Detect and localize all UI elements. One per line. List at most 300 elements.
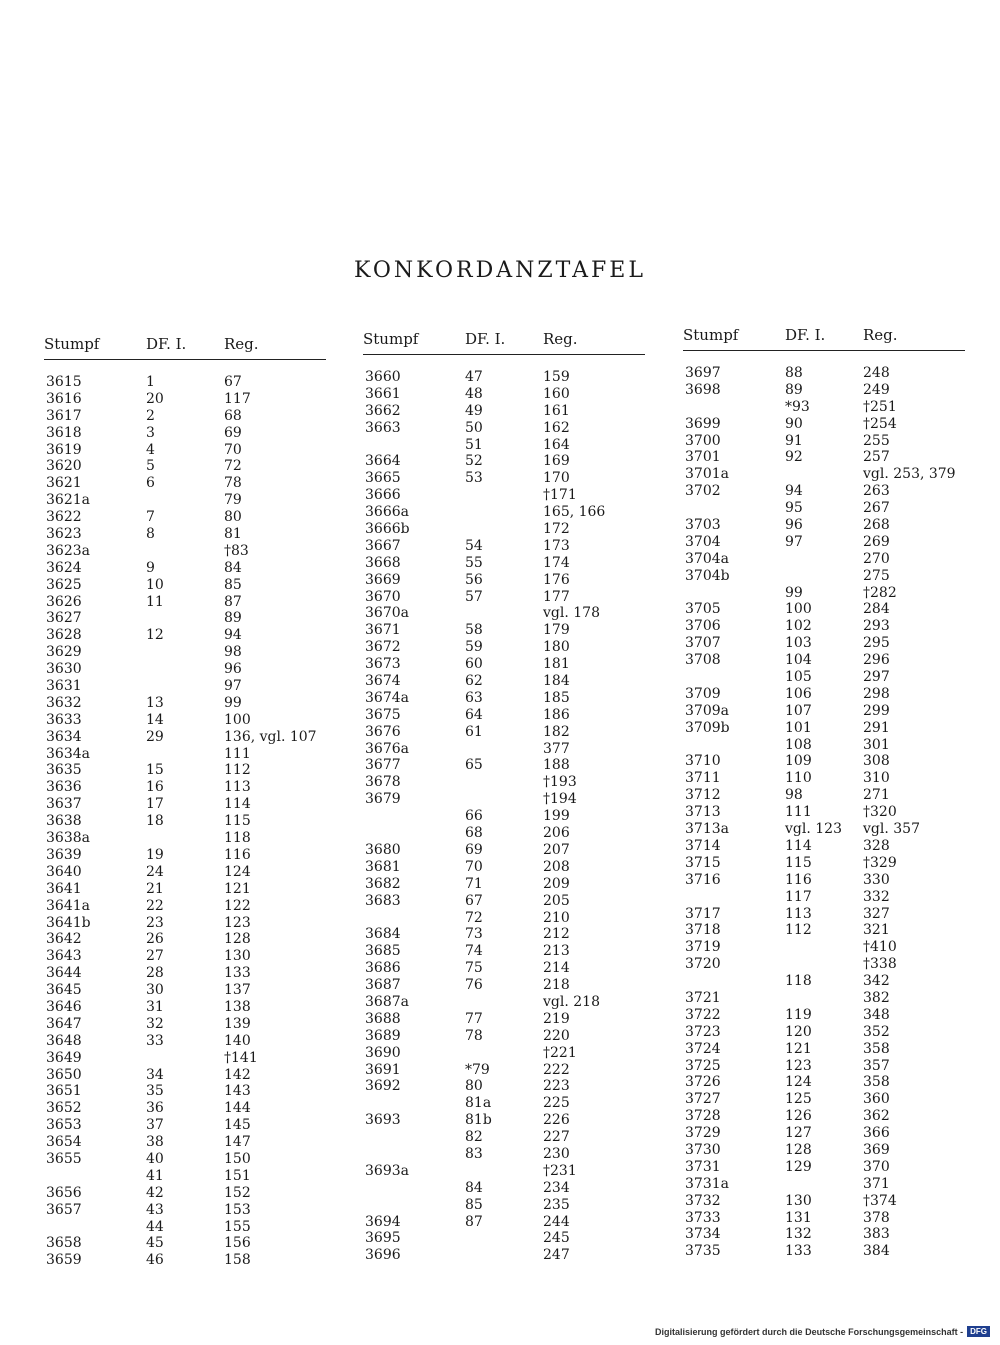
cell-stumpf: 3709a [685,702,729,719]
cell-reg: 96 [224,661,242,678]
cell-df: 107 [785,702,812,719]
cell-stumpf: 3646 [46,998,82,1015]
table-row [683,1091,973,1108]
table-row [683,1041,973,1058]
table-row [363,960,653,977]
table-row [363,572,653,589]
table-row [683,838,973,855]
cell-reg: 139 [224,1015,251,1032]
cell-stumpf: 3699 [685,415,721,432]
cell-stumpf: 3650 [46,1066,82,1083]
cell-reg: 100 [224,711,251,728]
table-row [683,973,973,990]
cell-reg: 130 [224,948,251,965]
table-row [44,982,334,999]
table-row [363,741,653,758]
cell-reg: 68 [224,407,242,424]
cell-stumpf: 3687 [365,977,401,994]
cell-reg: 257 [863,449,890,466]
table-row [44,931,334,948]
cell-df: 47 [465,369,483,385]
cell-stumpf: 3644 [46,965,82,982]
table-row [683,787,973,804]
cell-reg: 296 [863,652,890,669]
cell-df: 59 [465,639,483,656]
cell-df: 1 [146,374,155,390]
cell-df: 65 [465,757,483,774]
cell-stumpf: 3691 [365,1061,401,1078]
header-reg: Reg. [224,335,259,353]
cell-df: 33 [146,1032,164,1049]
cell-reg: 249 [863,381,890,398]
header-df: DF. I. [146,335,187,353]
cell-stumpf: 3634 [46,728,82,745]
footer [655,1326,990,1337]
cell-reg: 301 [863,736,890,753]
table-row [683,416,973,433]
concordance-rows [363,369,653,1264]
cell-df: 4 [146,441,155,458]
table-row [683,821,973,838]
cell-reg: 268 [863,517,890,534]
cell-reg: 112 [224,762,251,779]
table-row [44,813,334,830]
page-title: KONKORDANZTAFEL [354,258,646,283]
table-row [683,1058,973,1075]
table-row [44,1219,334,1236]
table-row [683,382,973,399]
cell-reg: 113 [224,779,251,796]
cell-stumpf: 3623a [46,542,90,559]
cell-reg: 142 [224,1066,251,1083]
cell-reg: 263 [863,483,890,500]
cell-df: 120 [785,1023,812,1040]
table-row [683,1176,973,1193]
cell-stumpf: 3616 [46,390,82,407]
table-row [363,605,653,622]
table-row [363,622,653,639]
table-row [683,585,973,602]
table-row [363,1078,653,1095]
cell-reg: 270 [863,550,890,567]
cell-stumpf: 3733 [685,1209,721,1226]
cell-df: 49 [465,402,483,419]
cell-reg: 358 [863,1074,890,1091]
header-rule [363,354,645,355]
cell-df: 35 [146,1083,164,1100]
cell-df: 97 [785,533,803,550]
cell-df: 74 [465,943,483,960]
table-row [683,500,973,517]
cell-df: 9 [146,559,155,576]
cell-reg: 160 [543,385,570,402]
cell-reg: 121 [224,880,251,897]
cell-df: 26 [146,931,164,948]
cell-reg: 162 [543,419,570,436]
cell-reg: 143 [224,1083,251,1100]
cell-df: 57 [465,588,483,605]
cell-reg: 275 [863,567,890,584]
cell-reg: 174 [543,554,570,571]
cell-stumpf: 3628 [46,627,82,644]
cell-stumpf: 3727 [685,1091,721,1108]
cell-reg: 137 [224,982,251,999]
cell-df: 132 [785,1226,812,1243]
cell-df: 68 [465,825,483,842]
cell-stumpf: 3637 [46,796,82,813]
table-row [683,1243,973,1260]
cell-stumpf: 3697 [685,365,721,381]
cell-reg: 128 [224,931,251,948]
table-row [44,898,334,915]
cell-stumpf: 3627 [46,610,82,627]
cell-stumpf: 3620 [46,458,82,475]
cell-stumpf: 3625 [46,576,82,593]
cell-df: 104 [785,652,812,669]
cell-df: 76 [465,977,483,994]
cell-reg: 99 [224,694,242,711]
cell-reg: 299 [863,702,890,719]
cell-df: 115 [785,854,812,871]
cell-stumpf: 3675 [365,706,401,723]
table-row [44,627,334,644]
table-row [363,1129,653,1146]
concordance-column-2 [363,328,653,1264]
cell-stumpf: 3670 [365,588,401,605]
cell-reg: 186 [543,706,570,723]
cell-stumpf: 3724 [685,1040,721,1057]
cell-df: 50 [465,419,483,436]
cell-df: 22 [146,897,164,914]
cell-reg: 362 [863,1108,890,1125]
cell-df: 45 [146,1235,164,1252]
cell-reg: 122 [224,897,251,914]
table-row [363,1247,653,1264]
cell-df: 24 [146,863,164,880]
cell-reg: 147 [224,1134,251,1151]
cell-stumpf: 3735 [685,1243,721,1260]
table-row [363,1045,653,1062]
cell-stumpf: 3715 [685,854,721,871]
dfg-logo: DFG [967,1326,990,1337]
cell-stumpf: 3661 [365,385,401,402]
concordance-rows [683,365,973,1260]
cell-df: 111 [785,804,812,821]
cell-stumpf: 3684 [365,926,401,943]
cell-reg: 144 [224,1100,251,1117]
table-row [363,977,653,994]
table-row [44,644,334,661]
cell-reg: 87 [224,593,242,610]
cell-df: 12 [146,627,164,644]
cell-reg: †193 [543,774,577,791]
table-row [683,551,973,568]
cell-df: 16 [146,779,164,796]
cell-reg: 115 [224,813,251,830]
table-row [44,1235,334,1252]
cell-df: 70 [465,858,483,875]
cell-stumpf: 3671 [365,622,401,639]
cell-df: 99 [785,584,803,601]
table-row [363,504,653,521]
cell-reg: 117 [224,390,251,407]
table-row [44,425,334,442]
cell-df: 10 [146,576,164,593]
table-row [44,492,334,509]
concordance-column-1 [44,333,334,1269]
cell-reg: 234 [543,1179,570,1196]
cell-stumpf: 3626 [46,593,82,610]
table-row [683,720,973,737]
cell-reg: 118 [224,830,251,847]
table-row [683,635,973,652]
cell-df: 129 [785,1158,812,1175]
cell-reg: 138 [224,998,251,1015]
cell-stumpf: 3679 [365,791,401,808]
table-row [363,487,653,504]
table-row [683,601,973,618]
table-row [683,1024,973,1041]
table-row [44,509,334,526]
cell-reg: 67 [224,374,242,390]
header-df: DF. I. [465,330,506,348]
cell-reg: 218 [543,977,570,994]
cell-stumpf: 3730 [685,1141,721,1158]
cell-stumpf: 3682 [365,875,401,892]
cell-df: 113 [785,905,812,922]
header-stumpf: Stumpf [683,326,739,344]
cell-stumpf: 3687a [365,993,409,1010]
cell-stumpf: 3700 [685,432,721,449]
cell-stumpf: 3686 [365,960,401,977]
cell-stumpf: 3732 [685,1192,721,1209]
cell-stumpf: 3641a [46,897,90,914]
cell-reg: 357 [863,1057,890,1074]
cell-stumpf: 3633 [46,711,82,728]
cell-stumpf: 3731a [685,1175,729,1192]
cell-df: 94 [785,483,803,500]
table-row [683,568,973,585]
cell-df: 91 [785,432,803,449]
cell-df: 90 [785,415,803,432]
cell-stumpf: 3718 [685,922,721,939]
cell-df: 121 [785,1040,812,1057]
cell-stumpf: 3731 [685,1158,721,1175]
cell-reg: 98 [224,644,242,661]
cell-reg: 84 [224,559,242,576]
table-row [683,449,973,466]
cell-reg: 111 [224,745,251,762]
table-row [363,1062,653,1079]
cell-stumpf: 3643 [46,948,82,965]
cell-stumpf: 3705 [685,601,721,618]
cell-df: 114 [785,837,812,854]
cell-reg: 81 [224,526,242,543]
cell-stumpf: 3722 [685,1006,721,1023]
cell-df: 43 [146,1201,164,1218]
cell-df: 75 [465,960,483,977]
cell-reg: 370 [863,1158,890,1175]
table-row [363,453,653,470]
table-row [683,703,973,720]
cell-stumpf: 3704 [685,533,721,550]
table-row [683,1007,973,1024]
cell-stumpf: 3659 [46,1252,82,1269]
cell-reg: 321 [863,922,890,939]
cell-df: 95 [785,500,803,517]
cell-stumpf: 3667 [365,537,401,554]
cell-df: 2 [146,407,155,424]
table-row [683,770,973,787]
cell-reg: 123 [224,914,251,931]
cell-reg: 230 [543,1145,570,1162]
table-row [44,610,334,627]
cell-df: 54 [465,537,483,554]
cell-reg: 78 [224,475,242,492]
cell-stumpf: 3695 [365,1230,401,1247]
table-row [683,990,973,1007]
cell-df: 11 [146,593,164,610]
cell-df: 67 [465,892,483,909]
cell-df: 20 [146,390,164,407]
cell-reg: 156 [224,1235,251,1252]
table-row [44,1100,334,1117]
cell-stumpf: 3689 [365,1027,401,1044]
table-row [683,652,973,669]
cell-reg: 284 [863,601,890,618]
cell-df: 28 [146,965,164,982]
cell-df: 62 [465,673,483,690]
cell-stumpf: 3728 [685,1108,721,1125]
table-row [44,661,334,678]
table-row [683,1226,973,1243]
table-row [363,791,653,808]
cell-reg: 152 [224,1184,251,1201]
table-row [683,922,973,939]
cell-reg: †374 [863,1192,897,1209]
cell-reg: 208 [543,858,570,875]
table-row [44,779,334,796]
cell-reg: 72 [224,458,242,475]
cell-stumpf: 3621a [46,492,90,509]
cell-df: 106 [785,685,812,702]
table-row [44,442,334,459]
cell-df: 53 [465,470,483,487]
cell-df: 118 [785,973,812,990]
cell-df: 103 [785,635,812,652]
table-row [363,859,653,876]
cell-df: 105 [785,669,812,686]
cell-df: 69 [465,841,483,858]
cell-stumpf: 3634a [46,745,90,762]
cell-reg: 378 [863,1209,890,1226]
table-row [44,1050,334,1067]
cell-stumpf: 3632 [46,694,82,711]
cell-reg: 358 [863,1040,890,1057]
cell-reg: 133 [224,965,251,982]
cell-reg: 150 [224,1150,251,1167]
cell-stumpf: 3668 [365,554,401,571]
cell-stumpf: 3617 [46,407,82,424]
cell-reg: vgl. 218 [543,993,600,1010]
cell-reg: 79 [224,492,242,509]
cell-reg: 291 [863,719,890,736]
cell-df: 32 [146,1015,164,1032]
cell-reg: †320 [863,804,897,821]
cell-df: 125 [785,1091,812,1108]
cell-stumpf: 3665 [365,470,401,487]
cell-df: 13 [146,694,164,711]
cell-stumpf: 3619 [46,441,82,458]
cell-stumpf: 3660 [365,369,401,385]
table-row [44,762,334,779]
cell-stumpf: 3623 [46,526,82,543]
cell-stumpf: 3638 [46,813,82,830]
cell-reg: 225 [543,1095,570,1112]
cell-df: 21 [146,880,164,897]
cell-reg: 205 [543,892,570,909]
cell-reg: 369 [863,1141,890,1158]
cell-stumpf: 3681 [365,858,401,875]
cell-df: 80 [465,1078,483,1095]
header-rule [44,359,326,360]
cell-df: 56 [465,571,483,588]
cell-stumpf: 3615 [46,374,82,390]
table-row [44,881,334,898]
cell-stumpf: 3663 [365,419,401,436]
cell-stumpf: 3726 [685,1074,721,1091]
cell-stumpf: 3721 [685,989,721,1006]
cell-stumpf: 3664 [365,453,401,470]
table-row [363,1112,653,1129]
table-row [363,1163,653,1180]
table-row [44,1117,334,1134]
cell-stumpf: 3622 [46,509,82,526]
cell-df: 130 [785,1192,812,1209]
table-row [683,906,973,923]
cell-stumpf: 3712 [685,787,721,804]
table-row [44,594,334,611]
table-row [44,729,334,746]
cell-stumpf: 3657 [46,1201,82,1218]
cell-stumpf: 3723 [685,1023,721,1040]
cell-df: 63 [465,689,483,706]
header-reg: Reg. [543,330,578,348]
cell-reg: 366 [863,1125,890,1142]
cell-reg: 244 [543,1213,570,1230]
cell-stumpf: 3690 [365,1044,401,1061]
table-row [683,433,973,450]
cell-reg: vgl. 178 [543,605,600,622]
cell-stumpf: 3688 [365,1010,401,1027]
table-row [44,695,334,712]
cell-stumpf: 3693a [365,1162,409,1179]
table-row [363,876,653,893]
cell-reg: †83 [224,542,249,559]
table-row [363,825,653,842]
table-row [683,669,973,686]
table-row [683,1193,973,1210]
table-row [683,872,973,889]
cell-df: 41 [146,1167,164,1184]
cell-df: 17 [146,796,164,813]
cell-stumpf: 3635 [46,762,82,779]
cell-reg: †231 [543,1162,577,1179]
cell-df: 85 [465,1196,483,1213]
cell-reg: 177 [543,588,570,605]
table-row [44,965,334,982]
cell-reg: †251 [863,398,897,415]
